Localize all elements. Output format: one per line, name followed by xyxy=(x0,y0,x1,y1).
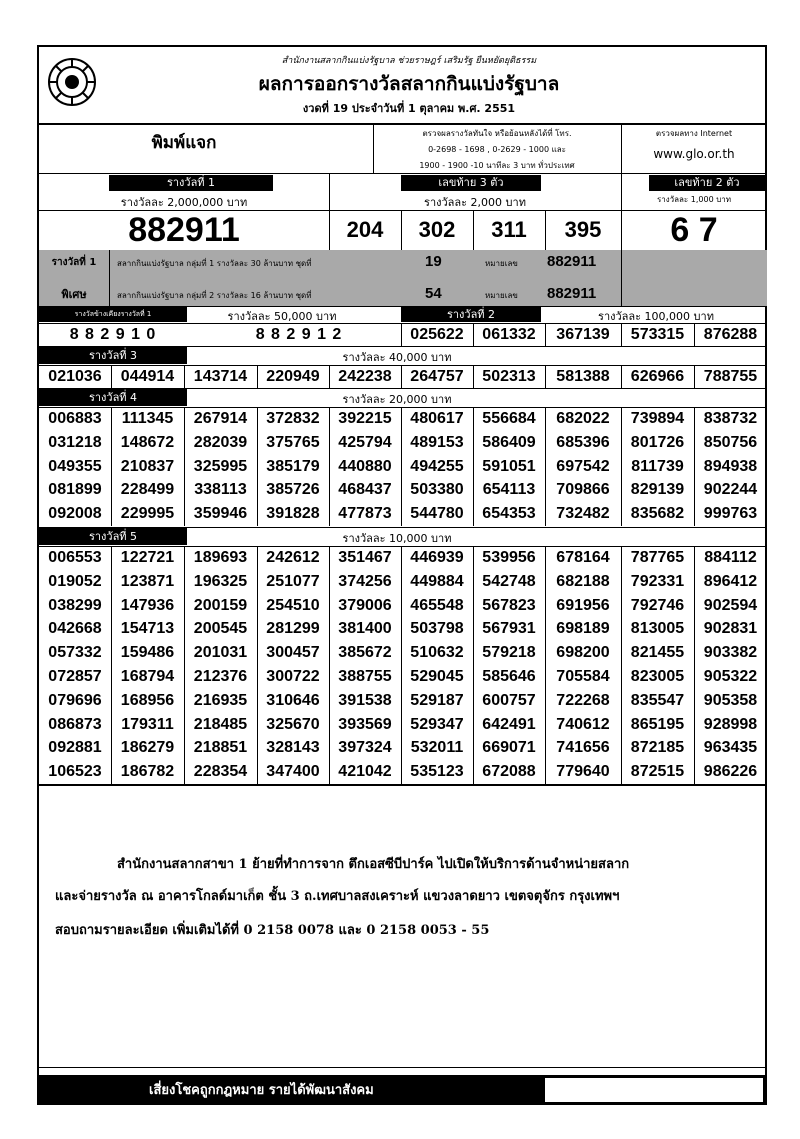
special-label-top: รางวัลที่ 1 xyxy=(51,257,97,268)
fourth-prize-number: 850756 xyxy=(703,433,758,451)
grid-divider xyxy=(111,546,112,784)
fifth-prize-label: รางวัลที่ 5 xyxy=(39,528,187,545)
grid-divider xyxy=(473,546,474,784)
fourth-prize-number: 801726 xyxy=(630,433,685,451)
special-group2-number: 882911 xyxy=(547,285,597,302)
grid-divider xyxy=(184,407,185,526)
last3-number-1: 204 xyxy=(346,217,384,242)
fifth-prize-number: 038299 xyxy=(48,596,102,614)
fifth-prize-number: 567931 xyxy=(482,620,536,638)
fourth-prize-number: 092008 xyxy=(48,505,102,523)
grid-divider xyxy=(184,546,185,784)
fifth-prize-number: 986226 xyxy=(703,763,758,781)
fourth-prize-grid xyxy=(39,407,767,526)
fourth-prize-number: 375765 xyxy=(266,433,320,451)
second-prize-number-3: 367139 xyxy=(556,326,610,343)
fifth-prize-number: 042668 xyxy=(48,620,102,638)
fourth-prize-number: 210837 xyxy=(120,457,175,475)
free-print-label: พิมพ์แจก xyxy=(151,133,217,153)
third-prize-number: 581388 xyxy=(556,368,610,385)
fifth-prize-number: 106523 xyxy=(48,763,102,781)
phone-line-2: 0-2698 - 1698 , 0-2629 - 1000 และ xyxy=(428,145,566,154)
third-prize-number: 044914 xyxy=(120,368,175,385)
fourth-prize-number: 685396 xyxy=(556,433,610,451)
fifth-prize-number: 179311 xyxy=(121,715,174,733)
grid-divider xyxy=(329,365,330,388)
fifth-prize-number: 872185 xyxy=(630,739,685,757)
fourth-prize-number: 385726 xyxy=(266,481,320,499)
fourth-prize-number: 732482 xyxy=(556,505,610,523)
fifth-prize-number: 212376 xyxy=(193,668,248,685)
fourth-prize-number: 267914 xyxy=(193,410,248,427)
grid-divider xyxy=(621,546,622,784)
second-prize-number-1: 025622 xyxy=(410,326,464,343)
fifth-prize-number: 154713 xyxy=(120,620,175,638)
fourth-prize-number: 440880 xyxy=(338,457,392,475)
grid-divider xyxy=(111,407,112,526)
fifth-prize-number: 159486 xyxy=(120,644,175,662)
fifth-prize-number: 740612 xyxy=(556,715,610,733)
grid-divider xyxy=(184,365,185,388)
phone-line-3: 1900 - 1900 -10 นาทีละ 3 บาท ทั่วประเทศ xyxy=(419,161,575,170)
fifth-prize-number: 300457 xyxy=(266,644,320,662)
fourth-prize-number: 425794 xyxy=(338,433,392,451)
fifth-prize-number: 579218 xyxy=(482,644,536,662)
special-group1-number: 882911 xyxy=(547,253,597,270)
fourth-prize-number: 229995 xyxy=(120,505,175,523)
special-group1-no-label: หมายเลข xyxy=(485,259,518,268)
special-prize-side-block xyxy=(621,250,767,306)
fifth-prize-number: 281299 xyxy=(266,620,320,638)
fifth-prize-number: 242612 xyxy=(266,549,320,566)
fifth-prize-grid xyxy=(39,546,767,784)
fifth-prize-number: 186782 xyxy=(120,763,175,781)
fourth-prize-number: 372832 xyxy=(266,410,320,427)
special-group2-set: 54 xyxy=(425,285,442,302)
grid-divider xyxy=(545,365,546,388)
fifth-prize-number: 585646 xyxy=(482,668,536,685)
fourth-prize-number: 480617 xyxy=(410,410,464,427)
fourth-prize-number: 392215 xyxy=(338,410,392,427)
last2-amount: รางวัลละ 1,000 บาท xyxy=(656,195,732,204)
fifth-prize-number: 672088 xyxy=(482,763,536,781)
fourth-prize-number: 586409 xyxy=(482,433,536,451)
last3-number-4: 395 xyxy=(564,217,602,242)
fifth-prize-number: 325670 xyxy=(266,715,320,733)
fourth-prize-number: 282039 xyxy=(193,433,248,451)
fifth-prize-number: 465548 xyxy=(410,596,464,614)
second-prize-amount: รางวัลละ 100,000 บาท xyxy=(598,310,714,323)
third-prize-number: 626966 xyxy=(630,368,685,385)
fourth-prize-number: 081899 xyxy=(48,481,102,499)
fifth-prize-number: 905358 xyxy=(703,691,758,709)
fifth-prize-number: 218851 xyxy=(193,739,248,757)
fifth-prize-number: 792746 xyxy=(630,596,685,614)
logo-emblem xyxy=(47,57,97,107)
third-prize-number: 502313 xyxy=(482,368,536,385)
fifth-prize-number: 351467 xyxy=(338,549,392,566)
fourth-prize-number: 811739 xyxy=(631,457,684,475)
fifth-prize-number: 823005 xyxy=(630,668,685,685)
third-prize-number: 220949 xyxy=(266,368,320,385)
fifth-prize-number: 902831 xyxy=(703,620,758,638)
second-prize-number-2: 061332 xyxy=(482,326,536,343)
fifth-prize-number: 147936 xyxy=(120,596,175,614)
first-prize-number: 882911 xyxy=(128,211,240,249)
fourth-prize-number: 325995 xyxy=(193,457,248,475)
fourth-prize-number: 829139 xyxy=(630,481,685,499)
fourth-prize-number: 697542 xyxy=(556,457,610,475)
fourth-prize-number: 468437 xyxy=(338,481,392,499)
fifth-prize-number: 374256 xyxy=(338,572,392,590)
grid-divider xyxy=(401,365,402,388)
phone-line-1: ตรวจผลรางวัลทันใจ หรือย้อนหลังได้ที่ โทร. xyxy=(422,129,572,138)
fifth-prize-number: 072857 xyxy=(48,668,102,685)
footer-slogan: เสี่ยงโชคถูกกฎหมาย รายได้พัฒนาสังคม xyxy=(149,1083,374,1098)
fifth-prize-number: 310646 xyxy=(266,691,320,709)
fourth-prize-number: 006883 xyxy=(48,410,102,427)
fifth-prize-number: 698200 xyxy=(556,644,610,662)
fifth-prize-number: 642491 xyxy=(482,715,536,733)
fifth-prize-number: 218485 xyxy=(193,715,248,733)
third-prize-amount: รางวัลละ 40,000 บาท xyxy=(342,351,452,364)
fourth-prize-number: 682022 xyxy=(556,410,610,427)
fifth-prize-number: 254510 xyxy=(266,596,320,614)
agency-slogan-line: สำนักงานสลากกินแบ่งรัฐบาล ช่วยราษฎร์ เสริมรัฐ ยืนหยัดยุติธรรม xyxy=(281,56,537,66)
fifth-prize-number: 079696 xyxy=(48,691,102,709)
fifth-prize-number: 835547 xyxy=(630,691,685,709)
fourth-prize-number: 494255 xyxy=(410,457,464,475)
grid-divider xyxy=(621,407,622,526)
fifth-prize-number: 903382 xyxy=(703,644,758,662)
fifth-prize-number: 168794 xyxy=(120,668,175,685)
notice-line-3: สอบถามรายละเอียด เพิ่มเติมได้ที่ 0 2158 0078 และ 0 2158 0053 - 55 xyxy=(55,923,490,938)
fifth-prize-number: 122721 xyxy=(120,549,175,566)
third-prize-label: รางวัลที่ 3 xyxy=(39,347,187,364)
fifth-prize-number: 379006 xyxy=(338,596,392,614)
fifth-prize-number: 722268 xyxy=(556,691,610,709)
fifth-prize-amount: รางวัลละ 10,000 บาท xyxy=(342,532,452,545)
fourth-prize-number: 654113 xyxy=(482,481,536,499)
fifth-prize-number: 057332 xyxy=(48,644,102,662)
fifth-prize-number: 189693 xyxy=(193,549,248,566)
special-label-bottom: พิเศษ xyxy=(61,288,87,301)
fifth-prize-number: 503798 xyxy=(410,620,464,638)
notice-line-1: สำนักงานสลากสาขา 1 ย้ายที่ทำการจาก ตึกเอสซีบีปาร์ค ไปเปิดให้บริการด้านจำหน่ายสลาก xyxy=(117,857,630,872)
fifth-prize-number: 542748 xyxy=(482,572,536,590)
second-prize-number-5: 876288 xyxy=(703,326,758,343)
grid-divider xyxy=(257,365,258,388)
notice-line-2: และจ่ายรางวัล ณ อาคารโกลด์มาเก็ต ชั้น 3 ถ.เทศบาลสงเคราะห์ แขวงลาดยาว เขตจตุจักร กรุงเทพฯ xyxy=(55,889,620,904)
third-prize-number: 242238 xyxy=(338,368,392,385)
fifth-prize-number: 510632 xyxy=(410,644,464,662)
third-prize-row xyxy=(39,365,767,388)
fourth-prize-number: 391828 xyxy=(266,505,320,523)
fourth-prize-number: 359946 xyxy=(193,505,248,523)
fourth-prize-number: 894938 xyxy=(703,457,758,475)
fifth-prize-number: 600757 xyxy=(482,691,536,709)
first-prize-amount: รางวัลละ 2,000,000 บาท xyxy=(120,196,248,209)
fourth-prize-number: 477873 xyxy=(338,505,392,523)
grid-divider xyxy=(257,546,258,784)
fifth-prize-number: 741656 xyxy=(556,739,610,757)
fifth-prize-number: 196325 xyxy=(193,572,248,590)
grid-divider xyxy=(401,407,402,526)
fifth-prize-number: 393569 xyxy=(338,715,392,733)
fifth-prize-number: 200159 xyxy=(193,596,248,614)
fourth-prize-number: 999763 xyxy=(703,505,758,523)
fifth-prize-number: 086873 xyxy=(48,715,102,733)
fourth-prize-number: 544780 xyxy=(410,505,464,523)
fifth-prize-number: 216935 xyxy=(193,691,248,709)
fifth-prize-number: 300722 xyxy=(266,668,320,685)
last3-number-2: 302 xyxy=(418,217,456,242)
grid-divider xyxy=(111,365,112,388)
fifth-prize-number: 388755 xyxy=(338,668,392,685)
fifth-prize-number: 228354 xyxy=(193,763,248,781)
fifth-prize-number: 529347 xyxy=(410,715,464,733)
fourth-prize-label: รางวัลที่ 4 xyxy=(39,389,187,406)
fifth-prize-number: 201031 xyxy=(193,644,248,662)
grid-divider xyxy=(257,407,258,526)
fourth-prize-number: 148672 xyxy=(120,433,175,451)
last3-amount: รางวัลละ 2,000 บาท xyxy=(424,196,526,209)
website-link[interactable]: www.glo.or.th xyxy=(653,147,735,161)
fifth-prize-number: 705584 xyxy=(556,668,610,685)
fourth-prize-number: 709866 xyxy=(556,481,610,499)
fifth-prize-number: 865195 xyxy=(630,715,685,733)
fourth-prize-number: 049355 xyxy=(48,457,102,475)
third-prize-number: 788755 xyxy=(703,368,758,385)
grid-divider xyxy=(473,365,474,388)
grid-divider xyxy=(473,407,474,526)
fifth-prize-number: 787765 xyxy=(630,549,685,566)
fifth-prize-number: 529045 xyxy=(410,668,464,685)
third-prize-number: 021036 xyxy=(48,368,102,385)
grid-divider xyxy=(329,407,330,526)
fourth-prize-number: 591051 xyxy=(482,457,536,475)
fifth-prize-number: 385672 xyxy=(338,644,392,662)
footer-blank-box xyxy=(545,1078,763,1102)
adjacent-number-1: 8 8 2 9 1 0 xyxy=(69,326,157,343)
lottery-result-sheet xyxy=(37,45,767,1105)
fifth-prize-number: 168956 xyxy=(120,691,175,709)
last2-label: เลขท้าย 2 ตัว xyxy=(649,175,765,191)
last3-number-3: 311 xyxy=(491,217,527,242)
adjacent-number-2: 8 8 2 9 1 2 xyxy=(255,326,343,343)
grid-divider xyxy=(621,365,622,388)
fourth-prize-number: 902244 xyxy=(703,481,758,499)
fifth-prize-number: 328143 xyxy=(266,739,320,757)
fifth-prize-number: 813005 xyxy=(630,620,685,638)
special-group2-no-label: หมายเลข xyxy=(485,291,518,300)
fifth-prize-number: 347400 xyxy=(266,763,320,781)
fifth-prize-number: 391538 xyxy=(338,691,392,709)
adjacent-label: รางวัลข้างเคียงรางวัลที่ 1 xyxy=(39,307,187,322)
fourth-prize-number: 503380 xyxy=(410,481,464,499)
fourth-prize-number: 739894 xyxy=(630,410,685,427)
grid-divider xyxy=(694,546,695,784)
fifth-prize-number: 928998 xyxy=(703,715,758,733)
grid-divider xyxy=(694,407,695,526)
fourth-prize-number: 835682 xyxy=(630,505,685,523)
grid-divider xyxy=(545,546,546,784)
fifth-prize-number: 896412 xyxy=(703,572,758,590)
fifth-prize-number: 905322 xyxy=(703,668,758,685)
fifth-prize-number: 539956 xyxy=(482,549,536,566)
fourth-prize-number: 838732 xyxy=(703,410,758,427)
fifth-prize-number: 397324 xyxy=(338,739,392,757)
grid-divider xyxy=(545,407,546,526)
fifth-prize-number: 567823 xyxy=(482,596,536,614)
fifth-prize-number: 006553 xyxy=(48,549,102,566)
fifth-prize-number: 123871 xyxy=(120,572,175,590)
third-prize-number: 143714 xyxy=(193,368,248,385)
special-group2-text: สลากกินแบ่งรัฐบาล กลุ่มที่ 2 รางวัลละ 16 ล้านบาท ชุดที่ xyxy=(117,291,312,300)
fifth-prize-number: 421042 xyxy=(338,763,392,781)
fifth-prize-number: 902594 xyxy=(703,596,758,614)
special-group1-set: 19 xyxy=(425,253,442,270)
fifth-prize-number: 821455 xyxy=(630,644,685,662)
fifth-prize-number: 529187 xyxy=(410,691,464,709)
fifth-prize-number: 792331 xyxy=(630,572,685,590)
fourth-prize-number: 556684 xyxy=(482,410,536,427)
fifth-prize-number: 446939 xyxy=(410,549,464,566)
fifth-prize-number: 092881 xyxy=(48,739,102,757)
fourth-prize-number: 654353 xyxy=(482,505,536,523)
fourth-prize-number: 489153 xyxy=(410,433,464,451)
last3-label: เลขท้าย 3 ตัว xyxy=(401,175,541,191)
fourth-prize-number: 228499 xyxy=(120,481,175,499)
fifth-prize-number: 963435 xyxy=(703,739,758,757)
fourth-prize-amount: รางวัลละ 20,000 บาท xyxy=(342,393,452,406)
internet-label: ตรวจผลทาง Internet xyxy=(655,129,733,138)
fifth-prize-number: 200545 xyxy=(193,620,248,638)
fifth-prize-number: 698189 xyxy=(556,620,610,638)
fourth-prize-number: 111345 xyxy=(121,410,174,427)
fifth-prize-number: 019052 xyxy=(48,572,102,590)
fifth-prize-number: 669071 xyxy=(482,739,536,757)
fifth-prize-number: 449884 xyxy=(410,572,464,590)
third-prize-number: 264757 xyxy=(410,368,464,385)
fourth-prize-number: 031218 xyxy=(48,433,102,451)
special-group1-text: สลากกินแบ่งรัฐบาล กลุ่มที่ 1 รางวัลละ 30 ล้านบาท ชุดที่ xyxy=(117,259,312,268)
fifth-prize-number: 678164 xyxy=(556,549,610,566)
page-title: ผลการออกรางวัลสลากกินแบ่งรัฐบาล xyxy=(258,73,560,95)
fifth-prize-number: 381400 xyxy=(338,620,392,638)
fifth-prize-number: 535123 xyxy=(410,763,464,781)
last2-number: 6 7 xyxy=(670,211,718,249)
fourth-prize-number: 385179 xyxy=(266,457,320,475)
fifth-prize-number: 532011 xyxy=(410,739,464,757)
fifth-prize-number: 251077 xyxy=(266,572,320,590)
fifth-prize-number: 186279 xyxy=(120,739,175,757)
grid-divider xyxy=(401,546,402,784)
second-prize-label: รางวัลที่ 2 xyxy=(401,307,541,322)
fifth-prize-number: 779640 xyxy=(556,763,610,781)
fifth-prize-number: 691956 xyxy=(556,596,610,614)
fifth-prize-number: 682188 xyxy=(556,572,610,590)
fifth-prize-number: 884112 xyxy=(704,549,757,566)
grid-divider xyxy=(694,365,695,388)
fourth-prize-number: 338113 xyxy=(194,481,247,499)
first-prize-label: รางวัลที่ 1 xyxy=(109,175,273,191)
grid-divider xyxy=(329,546,330,784)
draw-date: งวดที่ 19 ประจำวันที่ 1 ตุลาคม พ.ศ. 2551 xyxy=(302,102,516,115)
adjacent-amount: รางวัลละ 50,000 บาท xyxy=(227,310,337,323)
fifth-prize-number: 872515 xyxy=(630,763,685,781)
second-prize-number-4: 573315 xyxy=(630,326,685,343)
